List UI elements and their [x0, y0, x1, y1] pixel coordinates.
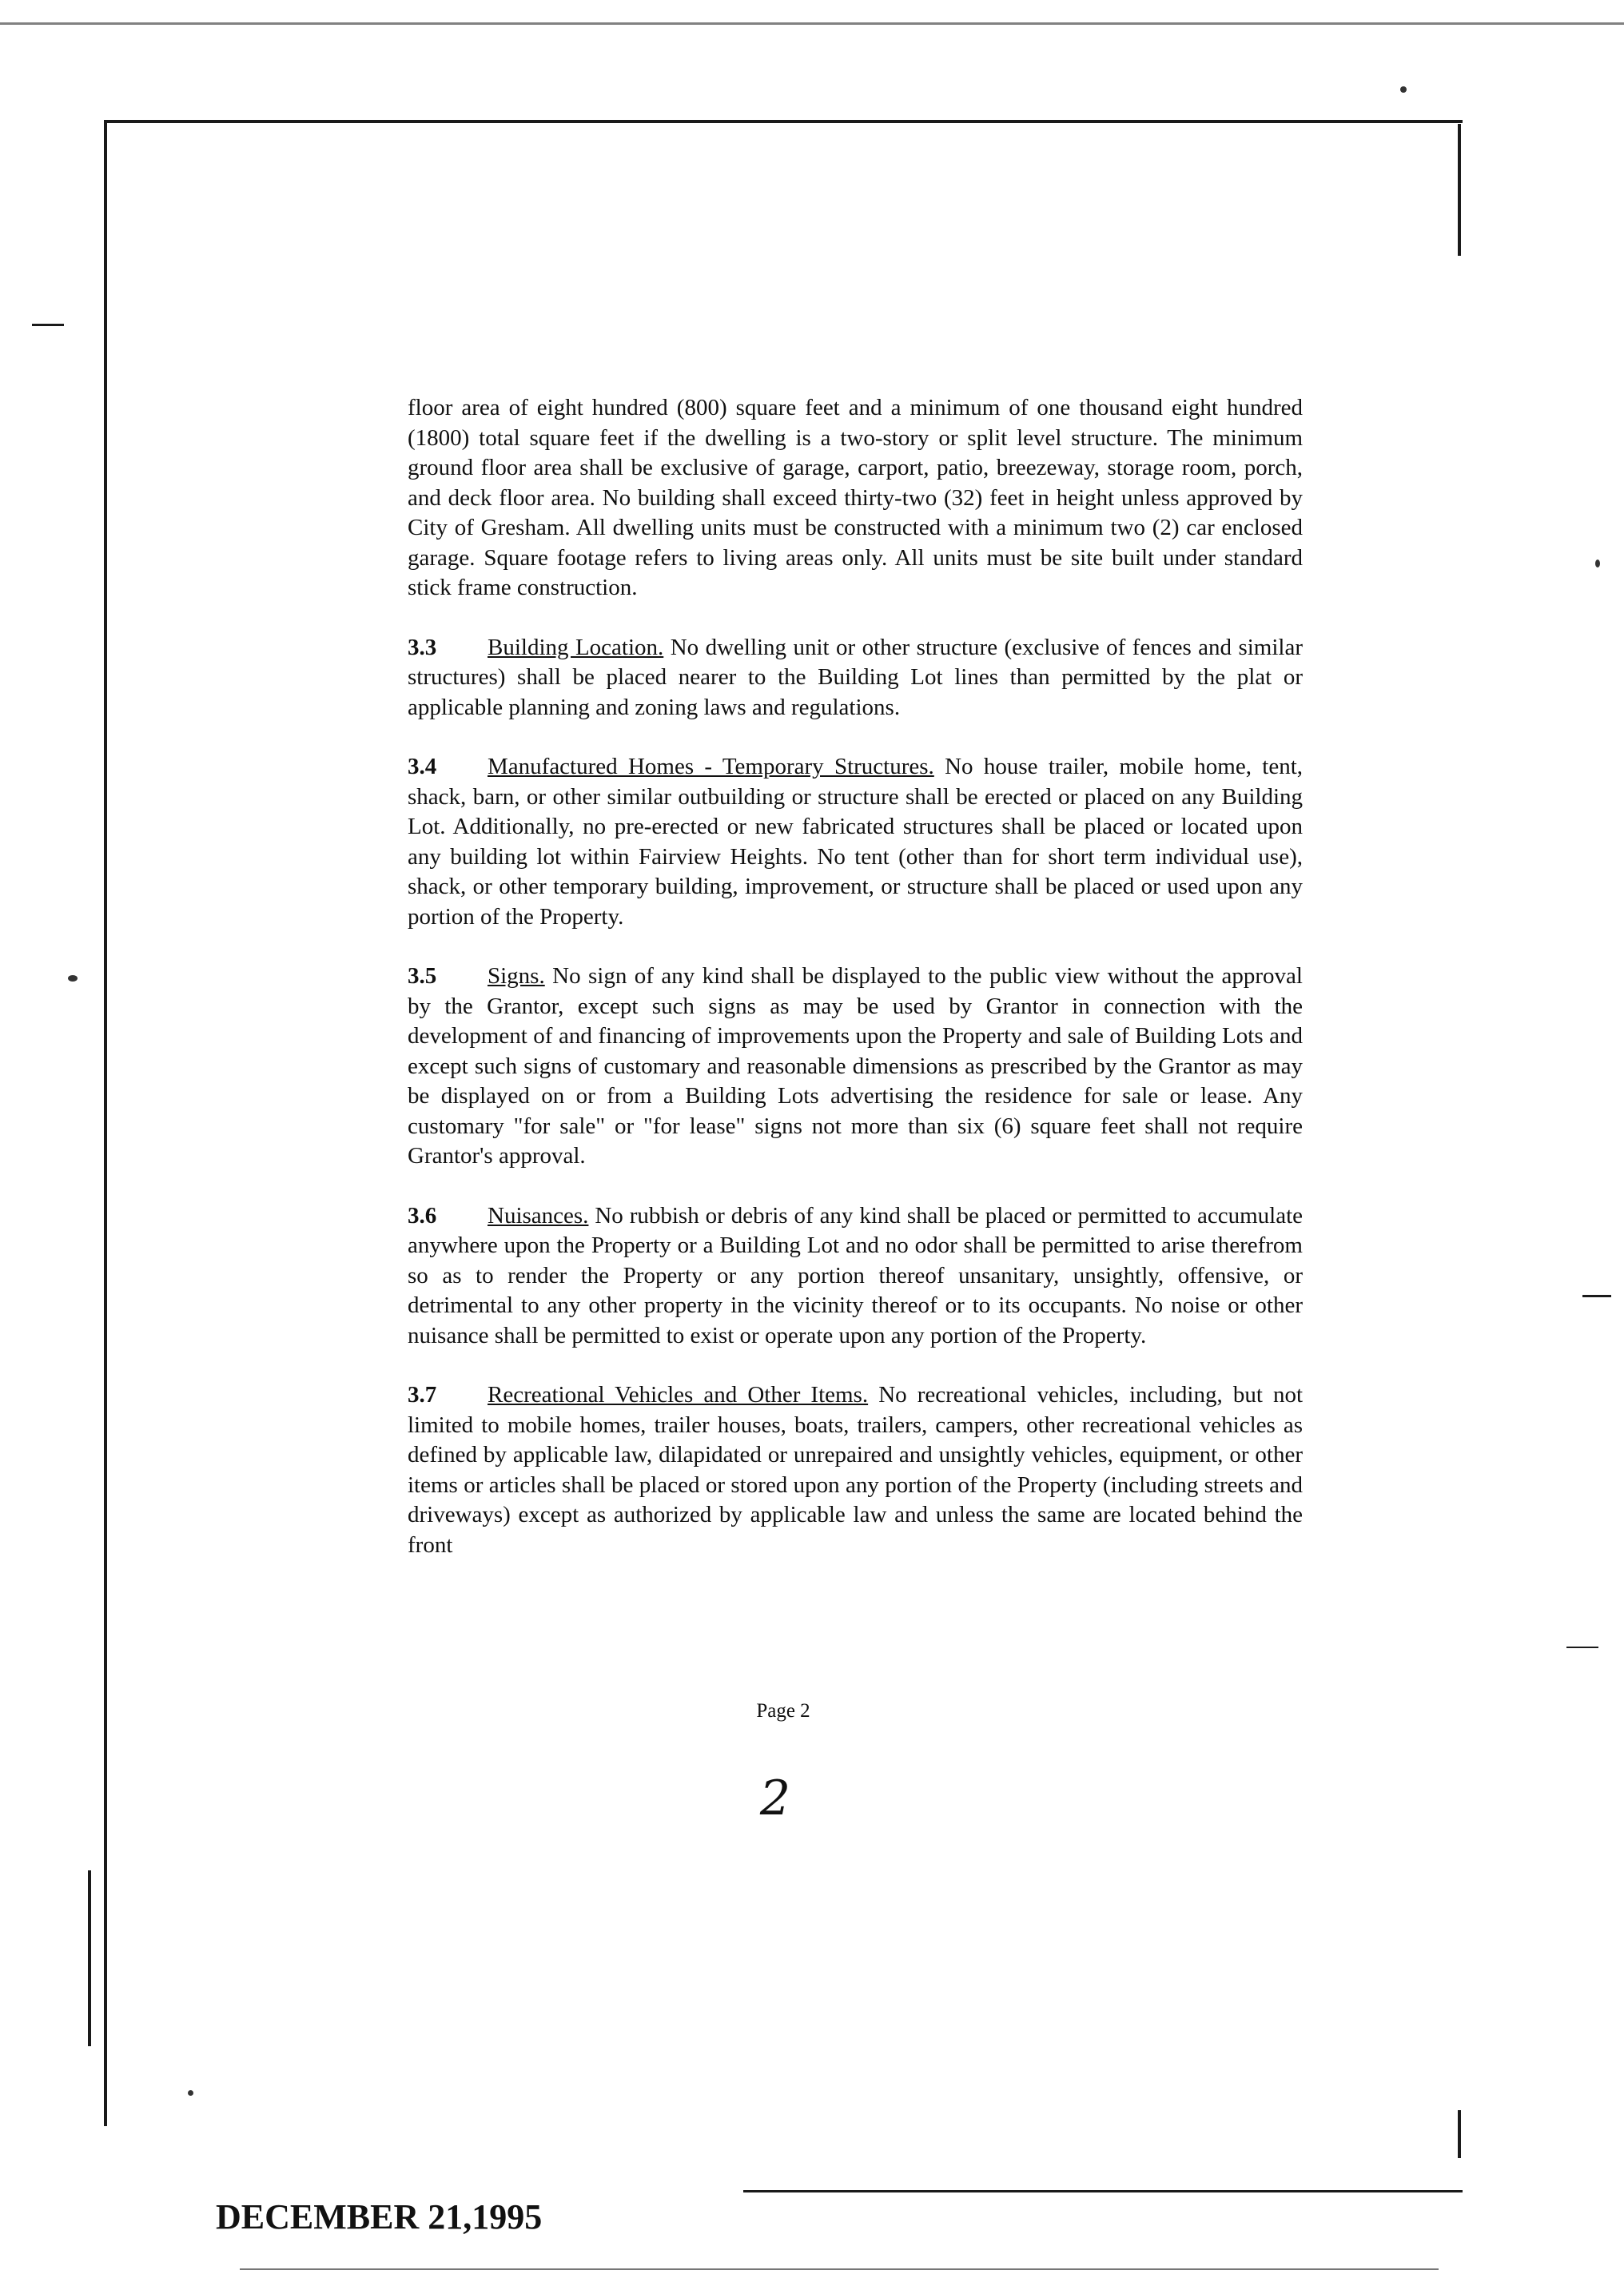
scan-artifact-right-mark — [1566, 1647, 1598, 1648]
section-text: No house trailer, mobile home, tent, shack, barn, or other similar outbuilding or structure shall be erected or placed on any Building Lot. Additionally, no pre-erected or new fabricated structures shall be placed or located upon any building lot within Fairview Heights. No tent (other than for short term individual use), shack, or other temporary building, improvement, or structure shall be placed or used upon any portion of the Property. — [408, 754, 1304, 930]
section-3-7 — [408, 1380, 1303, 1560]
scan-artifact-left-mark — [32, 324, 64, 326]
page-frame-right-lower — [1458, 2110, 1461, 2158]
section-heading: Recreational Vehicles and Other Items. — [488, 1382, 869, 1408]
document-body — [408, 393, 1303, 1590]
section-text: No dwelling unit or other structure (exclusive of fences and similar structures) shall be placed nearer to the Building Lot lines than permitted by the plat or applicable planning and zoning laws and regulations. — [408, 634, 1304, 720]
page-frame-left — [104, 120, 107, 2126]
scan-speck — [188, 2090, 193, 2096]
page-label: Page 2 — [756, 1700, 810, 1722]
scan-speck — [1400, 86, 1407, 93]
page-frame-top — [104, 120, 1463, 123]
scan-artifact-bottom-line — [240, 2268, 1439, 2270]
scan-artifact-right-mark — [1582, 1295, 1611, 1297]
section-number: 3.6 — [408, 1202, 437, 1229]
page-frame-bottom — [743, 2190, 1463, 2192]
section-heading: Building Location. — [488, 634, 664, 660]
section-3-4 — [408, 752, 1303, 932]
scan-artifact-top-line — [0, 22, 1624, 25]
section-heading: Nuisances. — [488, 1202, 589, 1229]
section-number: 3.7 — [408, 1382, 437, 1408]
section-3-3 — [408, 633, 1303, 723]
paragraph-text: floor area of eight hundred (800) square feet and a minimum of one thousand eight hundred (1800) total square feet if the dwelling is a two-story or split level structure. The minimum ground floor area shall be exclusive of garage, carport, patio, breezeway, storage room, porch, and deck floor area. No building shall exceed thirty-two (32) feet in height unless approved by City of Gresham. All dwelling units must be constructed with a minimum two (2) car enclosed garage. Square footage refers to living areas only. All units must be site built under standard stick frame construction. — [408, 395, 1303, 600]
section-number: 3.5 — [408, 963, 437, 989]
section-3-5 — [408, 962, 1303, 1172]
section-3-6 — [408, 1201, 1303, 1352]
section-heading: Manufactured Homes - Temporary Structures. — [488, 754, 934, 779]
footer-date-stamp: DECEMBER 21,1995 — [216, 2197, 543, 2236]
page-frame-right — [1458, 124, 1461, 256]
paragraph-continuation — [408, 393, 1303, 603]
scan-speck — [68, 975, 78, 982]
section-text: No recreational vehicles, including, but not limited to mobile homes, trailer houses, boats, trailers, campers, other recreational vehicles as defined by applicable law, dilapidated or unrepaired and unsightly vehicles, equipment, or other items or articles shall be placed or stored upon any portion of the Property (including streets and driveways) except as authorized by applicable law and unless the same are located behind the front — [408, 1382, 1303, 1558]
section-heading: Signs. — [488, 963, 545, 989]
section-text: No sign of any kind shall be displayed to the public view without the approval by the Grantor, except such signs as may be used by Grantor in connection with the development of and financing of improvements upon the Property and sale of Building Lots and except such signs of customary and reasonable dimensions as prescribed by the Grantor as may be displayed on or from a Building Lots advertising the residence for sale or lease. Any customary "for sale" or "for lease" signs not more than six (6) square feet shall not require Grantor's approval. — [408, 963, 1303, 1169]
section-text: No rubbish or debris of any kind shall be placed or permitted to accumulate anywhere upon the Property or a Building Lot and no odor shall be permitted to arise therefrom so as to render the Property or any portion thereof unsanitary, unsightly, offensive, or detrimental to any other property in the vicinity thereof or to its occupants. No noise or other nuisance shall be permitted to exist or operate upon any portion of the Property. — [408, 1202, 1304, 1348]
handwritten-page-number: 2 — [759, 1770, 791, 1826]
section-number: 3.4 — [408, 754, 437, 779]
scan-speck — [1595, 560, 1600, 568]
section-number: 3.3 — [408, 634, 437, 660]
scan-artifact-left-mark — [88, 1870, 91, 2046]
